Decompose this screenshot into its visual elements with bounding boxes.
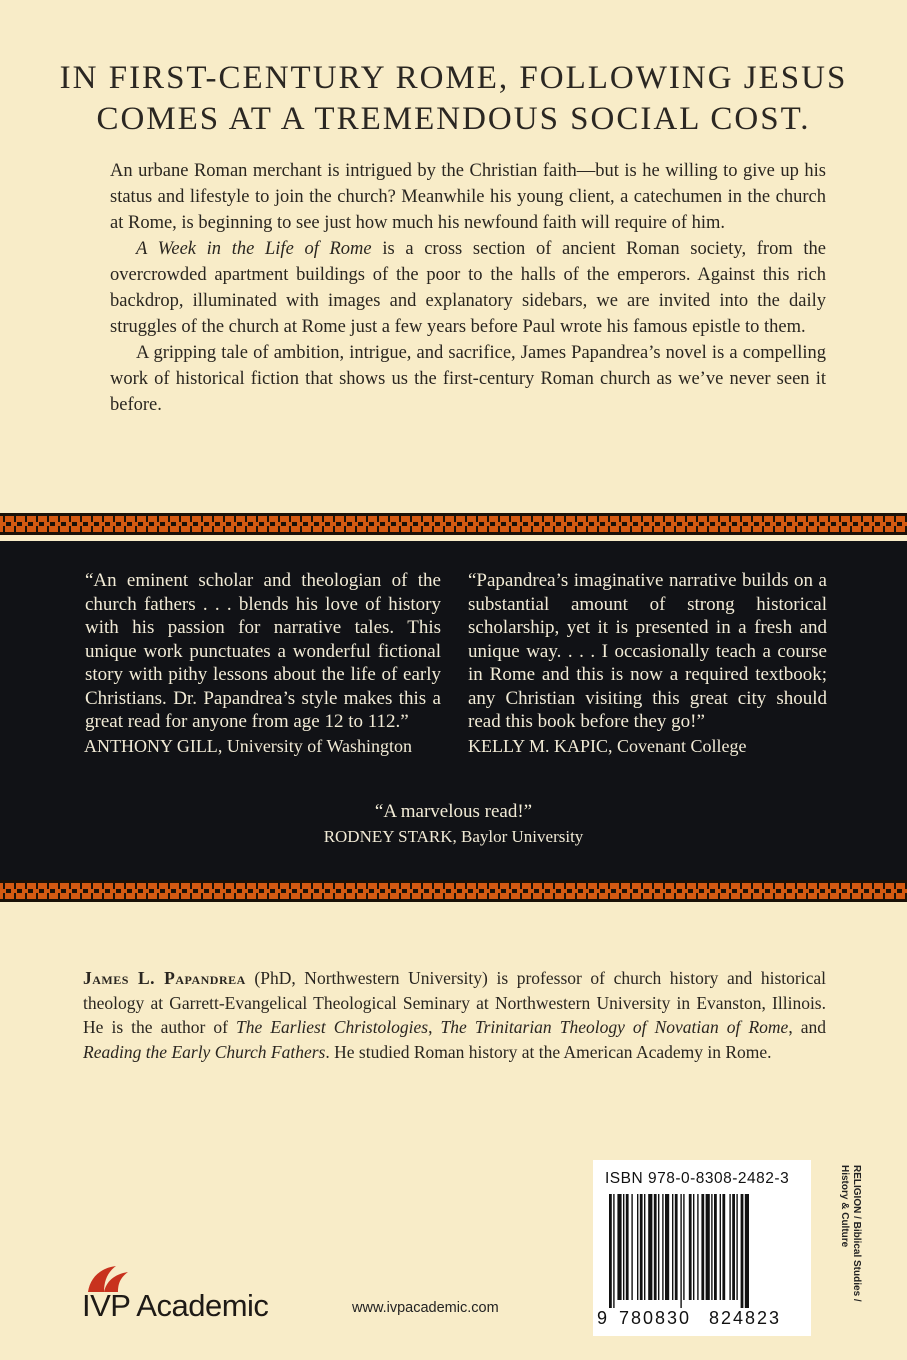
barcode-bars xyxy=(609,1194,799,1308)
endorsement-text: “Papandrea’s imaginative narrative builds on a substantial amount of strong historical scholarship, yet it is presented in a fresh and unique way. . . . I occasionally teach a course in Rome and this is now a required textbook; any Christian visiting this great city should read this book before they go!” xyxy=(468,570,827,732)
barcode xyxy=(593,1160,811,1336)
headline xyxy=(0,58,907,140)
headline-line-1: IN FIRST-CENTURY ROME, FOLLOWING JESUS xyxy=(59,60,848,96)
endorsement-attribution: ANTHONY GILL, University of Washington xyxy=(84,735,413,756)
book-title: The Trinitarian Theology of Novatian of Rome xyxy=(440,1017,789,1037)
book-title: The Earliest Christologies xyxy=(236,1017,429,1037)
description-paragraph-3: A gripping tale of ambition, intrigue, and sacrifice, James Papandrea’s novel is a compelling work of historical fiction that shows us the first-century Roman church as we’ve never seen it before. xyxy=(110,343,826,415)
endorsement-attribution: KELLY M. KAPIC, Covenant College xyxy=(468,735,747,756)
description-paragraph-2 xyxy=(110,236,826,340)
description-paragraph-1: An urbane Roman merchant is intrigued by the Christian faith—but is he willing to give up his status and lifestyle to join the church? Meanwhile his young client, a catechumen in the church at Rome, is beginning to see just how much his newfound faith will require of him. xyxy=(110,161,826,233)
endorsement-text: “A marvelous read!” xyxy=(374,801,533,822)
category-line-1: RELIGION / Biblical Studies / xyxy=(851,1165,862,1302)
greek-key-border-top xyxy=(0,513,907,535)
book-title: Reading the Early Church Fathers xyxy=(83,1041,326,1062)
endorsement-stark xyxy=(0,799,907,849)
website-url: www.ivpacademic.com xyxy=(352,1300,499,1316)
description xyxy=(110,158,826,418)
endorsement-attribution: RODNEY STARK, Baylor University xyxy=(323,827,584,846)
barcode-digits-right: 824823 xyxy=(709,1308,782,1328)
headline-line-2: COMES AT A TREMENDOUS SOCIAL COST. xyxy=(96,101,811,137)
isbn: ISBN 978-0-8308-2482-3 xyxy=(605,1170,790,1187)
barcode-digits-left: 780830 xyxy=(619,1308,692,1328)
ivp-academic-logo xyxy=(82,1262,292,1332)
endorsement-text: “An eminent scholar and theologian of the church fathers . . . blends his love of history with his passion for narrative tales. This unique work punctuates a wonderful fictional story with pithy lessons about the life of early Christians. Dr. Papandrea’s style makes this a great read for anyone from age 12 to 112.” xyxy=(85,570,441,732)
logo-text: IVP Academic xyxy=(82,1288,269,1323)
endorsements-panel xyxy=(0,541,907,880)
barcode-digit-first: 9 xyxy=(597,1308,608,1328)
endorsement-kapic xyxy=(468,569,827,758)
description-paragraph-2-text: is a cross section of ancient Roman society, from the overcrowded apartment buildings of the poor to the halls of the emperors. Against this rich backdrop, illuminated with images and explanatory sidebars, we are invited into the daily struggles of the church at Rome just a few years before Paul wrote his famous epistle to them. xyxy=(110,239,826,337)
author-name: James L. Papandrea xyxy=(83,968,246,988)
category-line-2: History & Culture xyxy=(839,1165,850,1248)
author-bio: James L. Papandrea (PhD, Northwestern University) is professor of church history and historical theology at Garrett-Evangelical Theological Seminary at Northwestern University in Evanston, Illinois. He is the author of The Earliest Christologies, The Trinitarian Theology of Novatian of Rome, and Reading the Early Church Fathers. He studied Roman history at the American Academy in Rome. xyxy=(83,968,827,1062)
greek-key-border-bottom xyxy=(0,880,907,902)
endorsement-gill xyxy=(85,569,441,758)
category-label xyxy=(832,1165,862,1335)
book-title: A Week in the Life of Rome xyxy=(136,239,372,259)
